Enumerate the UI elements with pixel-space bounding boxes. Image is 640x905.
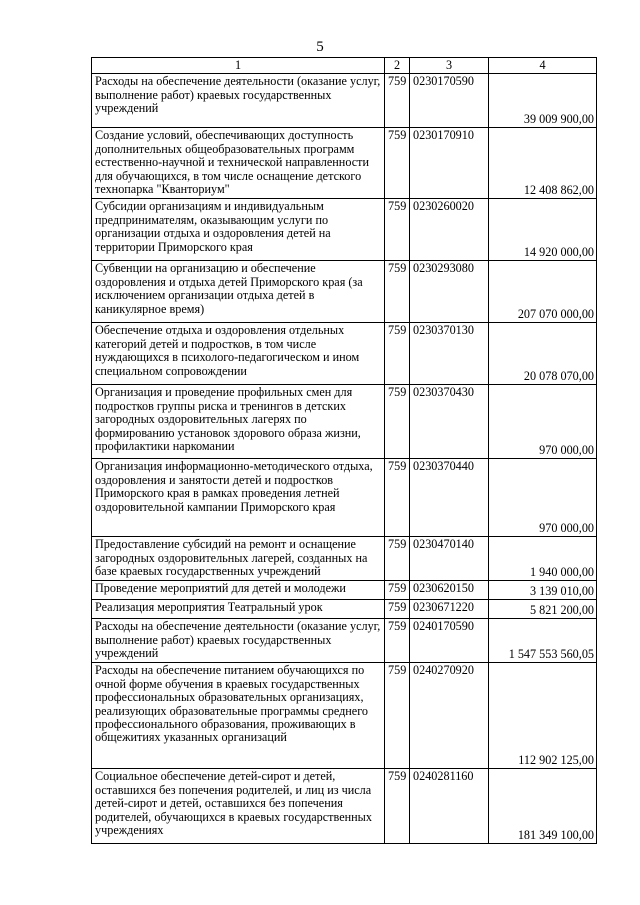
row-code: 759 [385, 581, 410, 600]
row-target: 0230370440 [410, 459, 489, 537]
row-name: Расходы на обеспечение деятельности (оказание услуг, выполнение работ) краевых государственных учреждений [92, 619, 385, 663]
row-name: Расходы на обеспечение питанием обучающихся по очной форме обучения в краевых государственных профессиональных образовательных организациях, реализующих образовательные программы среднего профессионального образования, проживающих в общежитиях указанных организаций [92, 663, 385, 769]
row-amount: 20 078 070,00 [489, 323, 597, 385]
row-amount: 112 902 125,00 [489, 663, 597, 769]
row-target: 0240281160 [410, 769, 489, 844]
row-amount: 39 009 900,00 [489, 74, 597, 128]
row-target: 0230293080 [410, 261, 489, 323]
table-row [92, 537, 597, 581]
row-amount: 3 139 010,00 [489, 581, 597, 600]
table-row [92, 600, 597, 619]
row-amount: 14 920 000,00 [489, 199, 597, 261]
row-name: Обеспечение отдыха и оздоровления отдельных категорий детей и подростков, в том числе нуждающихся в психолого-педагогическом и ином специальном сопровождении [92, 323, 385, 385]
row-target: 0230370430 [410, 385, 489, 459]
row-code: 759 [385, 619, 410, 663]
column-header-3: 3 [410, 58, 489, 74]
row-amount: 12 408 862,00 [489, 128, 597, 199]
table-row [92, 663, 597, 769]
row-target: 0230620150 [410, 581, 489, 600]
row-target: 0240170590 [410, 619, 489, 663]
table-row [92, 769, 597, 844]
row-code: 759 [385, 74, 410, 128]
row-amount: 181 349 100,00 [489, 769, 597, 844]
table-row [92, 74, 597, 128]
row-code: 759 [385, 663, 410, 769]
row-name: Расходы на обеспечение деятельности (оказание услуг, выполнение работ) краевых государственных учреждений [92, 74, 385, 128]
column-header-1: 1 [92, 58, 385, 74]
row-amount: 1 940 000,00 [489, 537, 597, 581]
row-name: Создание условий, обеспечивающих доступность дополнительных общеобразовательных программ естественно-научной и технической направленности для обучающихся, в том числе оснащение детского технопарка "Кванториум" [92, 128, 385, 199]
row-amount: 5 821 200,00 [489, 600, 597, 619]
row-code: 759 [385, 261, 410, 323]
row-target: 0230671220 [410, 600, 489, 619]
row-code: 759 [385, 600, 410, 619]
table-header-row [92, 58, 597, 74]
row-target: 0240270920 [410, 663, 489, 769]
row-code: 759 [385, 128, 410, 199]
row-target: 0230260020 [410, 199, 489, 261]
table-row [92, 385, 597, 459]
row-name: Организация информационно-методического отдыха, оздоровления и занятости детей и подростков Приморского края в рамках проведения летней оздоровительной кампании Приморского края [92, 459, 385, 537]
row-code: 759 [385, 323, 410, 385]
row-amount: 970 000,00 [489, 385, 597, 459]
table-row [92, 261, 597, 323]
row-code: 759 [385, 769, 410, 844]
row-code: 759 [385, 537, 410, 581]
row-code: 759 [385, 199, 410, 261]
row-name: Субвенции на организацию и обеспечение оздоровления и отдыха детей Приморского края (за исключением организации отдыха детей в каникулярное время) [92, 261, 385, 323]
column-header-4: 4 [489, 58, 597, 74]
row-name: Проведение мероприятий для детей и молодежи [92, 581, 385, 600]
row-amount: 1 547 553 560,05 [489, 619, 597, 663]
row-target: 0230470140 [410, 537, 489, 581]
row-target: 0230370130 [410, 323, 489, 385]
row-name: Субсидии организациям и индивидуальным предпринимателям, оказывающим услуги по организации отдыха и оздоровления детей на территории Приморского края [92, 199, 385, 261]
row-target: 0230170590 [410, 74, 489, 128]
row-amount: 207 070 000,00 [489, 261, 597, 323]
row-name: Реализация мероприятия Театральный урок [92, 600, 385, 619]
table-row [92, 459, 597, 537]
row-name: Предоставление субсидий на ремонт и оснащение загородных оздоровительных лагерей, созданных на базе краевых государственных учреждений [92, 537, 385, 581]
table-row [92, 619, 597, 663]
column-header-2: 2 [385, 58, 410, 74]
page-number: 5 [316, 39, 324, 55]
table-row [92, 581, 597, 600]
row-name: Организация и проведение профильных смен для подростков группы риска и тренингов в детских загородных оздоровительных лагерях по формированию установок здорового образа жизни, профилактики наркомании [92, 385, 385, 459]
table-row [92, 199, 597, 261]
row-name: Социальное обеспечение детей-сирот и детей, оставшихся без попечения родителей, и лиц из числа детей-сирот и детей, оставшихся без попечения родителей, обучающихся в краевых государственных учреждениях [92, 769, 385, 844]
budget-table [91, 57, 597, 844]
table-row [92, 323, 597, 385]
row-target: 0230170910 [410, 128, 489, 199]
row-code: 759 [385, 459, 410, 537]
table-row [92, 128, 597, 199]
row-amount: 970 000,00 [489, 459, 597, 537]
row-code: 759 [385, 385, 410, 459]
